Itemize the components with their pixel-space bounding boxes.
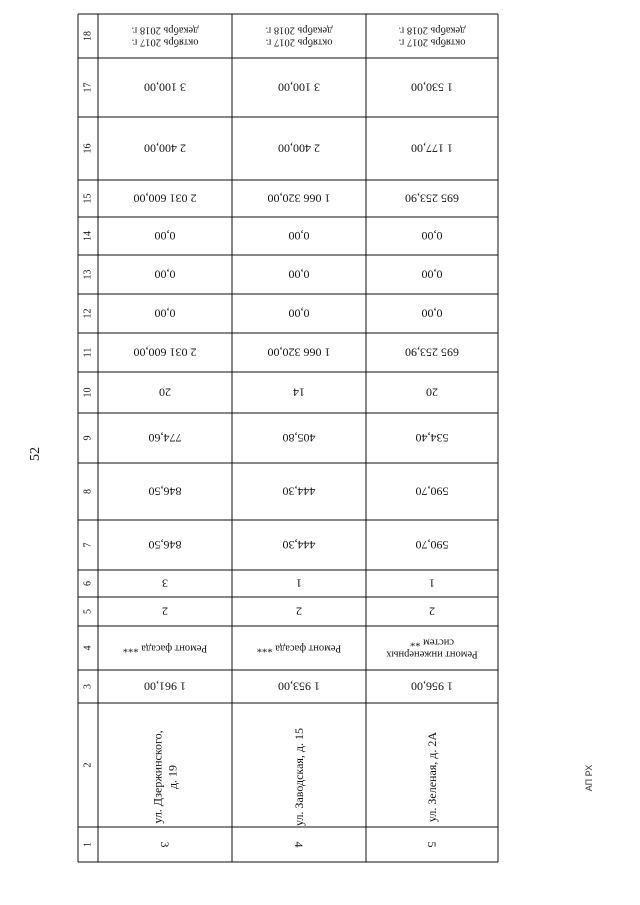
column-number-14-line-0: 14	[82, 231, 94, 241]
work-cell-row-4	[257, 643, 341, 654]
column-number-13	[83, 270, 94, 280]
c5-cell-row-4-line-0: 2	[296, 604, 302, 619]
year-cell-row-5	[411, 680, 453, 694]
c12-cell-row-3	[155, 307, 176, 321]
c8-cell-row-3-line-0: 846,50	[148, 484, 182, 499]
work-cell-row-3	[123, 643, 207, 654]
c13-cell-row-5-line-0: 0,00	[421, 267, 443, 282]
column-number-9	[83, 436, 94, 441]
column-number-8	[83, 489, 94, 494]
column-number-8-line-0: 8	[82, 489, 94, 494]
c12-cell-row-3-line-0: 0,00	[154, 306, 176, 321]
c14-cell-row-5	[422, 229, 443, 243]
column-number-7	[83, 543, 94, 548]
c5-cell-row-3-line-0: 2	[162, 604, 168, 619]
year-cell-row-4	[278, 680, 320, 694]
c9-cell-row-5-line-0: 534,40	[415, 431, 449, 445]
year-cell-row-4-line-0: 1 953,00	[278, 679, 320, 694]
row-number-5	[425, 842, 439, 848]
c16-cell-row-5-line-0: 1 177,00	[411, 141, 453, 156]
c10-cell-row-4-line-0: 14	[293, 385, 305, 400]
c6-cell-row-5	[429, 577, 435, 591]
c10-cell-row-3-line-0: 20	[159, 385, 171, 400]
c7-cell-row-5-line-0: 590,70	[415, 538, 449, 552]
year-cell-row-3	[144, 680, 186, 694]
column-number-10	[83, 388, 94, 398]
c13-cell-row-3-line-0: 0,00	[154, 267, 176, 282]
c12-cell-row-5	[422, 307, 443, 321]
work-cell-row-3-line-0: Ремонт фасада ***	[122, 642, 208, 654]
c7-cell-row-3	[149, 538, 182, 552]
row-number-5-line-0: 5	[425, 841, 439, 848]
c18-cell-row-3-line-0: октябрь 2017 г.	[131, 36, 199, 48]
c14-cell-row-5-line-0: 0,00	[421, 229, 443, 243]
c17-cell-row-5-line-0: 1 530,00	[411, 80, 453, 95]
c16-cell-row-3-line-0: 2 400,00	[144, 141, 186, 156]
address-cell-row-4	[292, 728, 306, 826]
c18-cell-row-3	[132, 25, 199, 48]
c11-cell-row-3-line-0: 2 031 600,00	[133, 345, 197, 360]
c18-cell-row-4-line-1: декабрь 2018 г.	[265, 24, 333, 36]
address-cell-row-4-line-0: ул. Заводская, д. 15	[292, 727, 306, 827]
c16-cell-row-5	[411, 142, 453, 156]
c18-cell-row-5-line-1: декабрь 2018 г.	[398, 24, 466, 36]
address-cell-row-3-line-1: д. 19	[165, 764, 180, 790]
c13-cell-row-3	[155, 268, 176, 282]
column-number-12	[83, 309, 94, 319]
address-cell-row-5-line-0: ул. Зеленая, д. 2А	[425, 731, 439, 823]
c8-cell-row-5	[416, 485, 449, 499]
c10-cell-row-5-line-0: 20	[426, 385, 438, 400]
column-number-2-line-0: 2	[82, 762, 94, 768]
column-number-15-line-0: 15	[82, 193, 94, 204]
column-number-15	[83, 194, 94, 204]
c17-cell-row-5	[411, 81, 453, 95]
c17-cell-row-3-line-0: 3 100,00	[144, 80, 186, 95]
column-number-12-line-0: 12	[82, 308, 94, 319]
column-number-18	[83, 31, 94, 41]
c16-cell-row-3	[144, 142, 186, 156]
c11-cell-row-4-line-0: 1 066 320,00	[267, 345, 331, 360]
work-cell-row-4-line-0: Ремонт фасада ***	[256, 642, 342, 654]
c11-cell-row-3	[134, 346, 197, 360]
address-cell-row-3-line-0: ул. Дзержинского,	[150, 730, 165, 824]
c15-cell-row-4	[268, 192, 331, 206]
column-number-1	[83, 842, 94, 847]
column-number-17-line-0: 17	[82, 82, 94, 93]
c15-cell-row-5	[405, 192, 459, 206]
c12-cell-row-4-line-0: 0,00	[288, 306, 310, 321]
c12-cell-row-4	[289, 307, 310, 321]
c8-cell-row-4-line-0: 444,30	[282, 484, 316, 499]
c14-cell-row-3-line-0: 0,00	[154, 229, 176, 243]
work-cell-row-5	[385, 637, 477, 660]
column-number-18-line-0: 18	[82, 31, 94, 41]
c8-cell-row-3	[149, 485, 182, 499]
c7-cell-row-3-line-0: 846,50	[148, 538, 182, 552]
c17-cell-row-4	[278, 81, 320, 95]
c18-cell-row-4-line-0: октябрь 2017 г.	[265, 36, 333, 48]
c10-cell-row-5	[426, 386, 438, 400]
c9-cell-row-3-line-0: 774,60	[148, 431, 182, 445]
column-number-16-line-0: 16	[82, 143, 94, 154]
column-number-4	[83, 646, 94, 651]
c8-cell-row-4	[283, 485, 316, 499]
column-number-3	[83, 684, 94, 689]
work-cell-row-5-line-0: Ремонт инженерных	[386, 648, 478, 660]
column-number-16	[83, 144, 94, 154]
column-number-9-line-0: 9	[82, 435, 94, 441]
c7-cell-row-4	[283, 538, 316, 552]
column-number-7-line-0: 7	[82, 542, 94, 548]
column-number-2	[83, 763, 94, 768]
c10-cell-row-3	[159, 386, 171, 400]
c9-cell-row-4-line-0: 405,80	[282, 431, 316, 445]
c9-cell-row-3	[149, 431, 182, 445]
c6-cell-row-5-line-0: 1	[429, 576, 435, 591]
c9-cell-row-4	[283, 431, 316, 445]
column-number-3-line-0: 3	[82, 684, 94, 689]
c11-cell-row-5-line-0: 695 253,90	[405, 345, 459, 360]
column-number-13-line-0: 13	[82, 269, 94, 280]
c13-cell-row-4-line-0: 0,00	[288, 267, 310, 282]
c7-cell-row-4-line-0: 444,30	[282, 538, 316, 552]
column-number-1-line-0: 1	[82, 842, 94, 847]
c5-cell-row-5	[429, 605, 435, 619]
c7-cell-row-5	[416, 538, 449, 552]
address-cell-row-5	[425, 732, 439, 822]
work-cell-row-5-line-1: систем **	[410, 636, 454, 648]
c12-cell-row-5-line-0: 0,00	[421, 306, 443, 321]
row-number-4-line-0: 4	[292, 841, 306, 848]
column-number-17	[83, 83, 94, 93]
footer-mark: АП РХ	[584, 764, 594, 792]
c9-cell-row-5	[416, 431, 449, 445]
c6-cell-row-4	[296, 577, 302, 591]
c6-cell-row-3-line-0: 3	[162, 576, 168, 591]
row-number-4	[292, 842, 306, 848]
column-number-5	[83, 609, 94, 614]
row-number-3	[158, 842, 172, 848]
c14-cell-row-4-line-0: 0,00	[288, 229, 310, 243]
c13-cell-row-4	[289, 268, 310, 282]
c6-cell-row-4-line-0: 1	[296, 576, 302, 591]
c14-cell-row-3	[155, 229, 176, 243]
column-number-5-line-0: 5	[82, 609, 94, 614]
column-number-10-line-0: 10	[82, 387, 94, 398]
c16-cell-row-4-line-0: 2 400,00	[278, 141, 320, 156]
year-cell-row-3-line-0: 1 961,00	[144, 679, 186, 694]
c5-cell-row-3	[162, 605, 168, 619]
c15-cell-row-3-line-0: 2 031 600,00	[133, 191, 197, 206]
c14-cell-row-4	[289, 229, 310, 243]
year-cell-row-5-line-0: 1 956,00	[411, 679, 453, 694]
c18-cell-row-4	[266, 25, 333, 48]
c15-cell-row-5-line-0: 695 253,90	[405, 191, 459, 206]
c5-cell-row-5-line-0: 2	[429, 604, 435, 619]
c16-cell-row-4	[278, 142, 320, 156]
column-number-6-line-0: 6	[82, 581, 94, 586]
c13-cell-row-5	[422, 268, 443, 282]
column-number-11	[83, 348, 94, 358]
c10-cell-row-4	[293, 386, 305, 400]
c15-cell-row-4-line-0: 1 066 320,00	[267, 191, 331, 206]
column-number-11-line-0: 11	[82, 347, 94, 358]
c8-cell-row-5-line-0: 590,70	[415, 484, 449, 499]
c6-cell-row-3	[162, 577, 168, 591]
c18-cell-row-5-line-0: октябрь 2017 г.	[398, 36, 466, 48]
c5-cell-row-4	[296, 605, 302, 619]
column-number-14	[83, 231, 94, 241]
row-number-3-line-0: 3	[158, 841, 172, 848]
c17-cell-row-3	[144, 81, 186, 95]
c18-cell-row-3-line-1: декабрь 2018 г.	[131, 24, 199, 36]
c15-cell-row-3	[134, 192, 197, 206]
column-number-6	[83, 581, 94, 586]
c17-cell-row-4-line-0: 3 100,00	[278, 80, 320, 95]
address-cell-row-3	[151, 730, 180, 823]
c11-cell-row-4	[268, 346, 331, 360]
page-number: 52	[28, 447, 43, 461]
c11-cell-row-5	[405, 346, 459, 360]
c18-cell-row-5	[399, 25, 466, 48]
column-number-4-line-0: 4	[82, 645, 94, 651]
